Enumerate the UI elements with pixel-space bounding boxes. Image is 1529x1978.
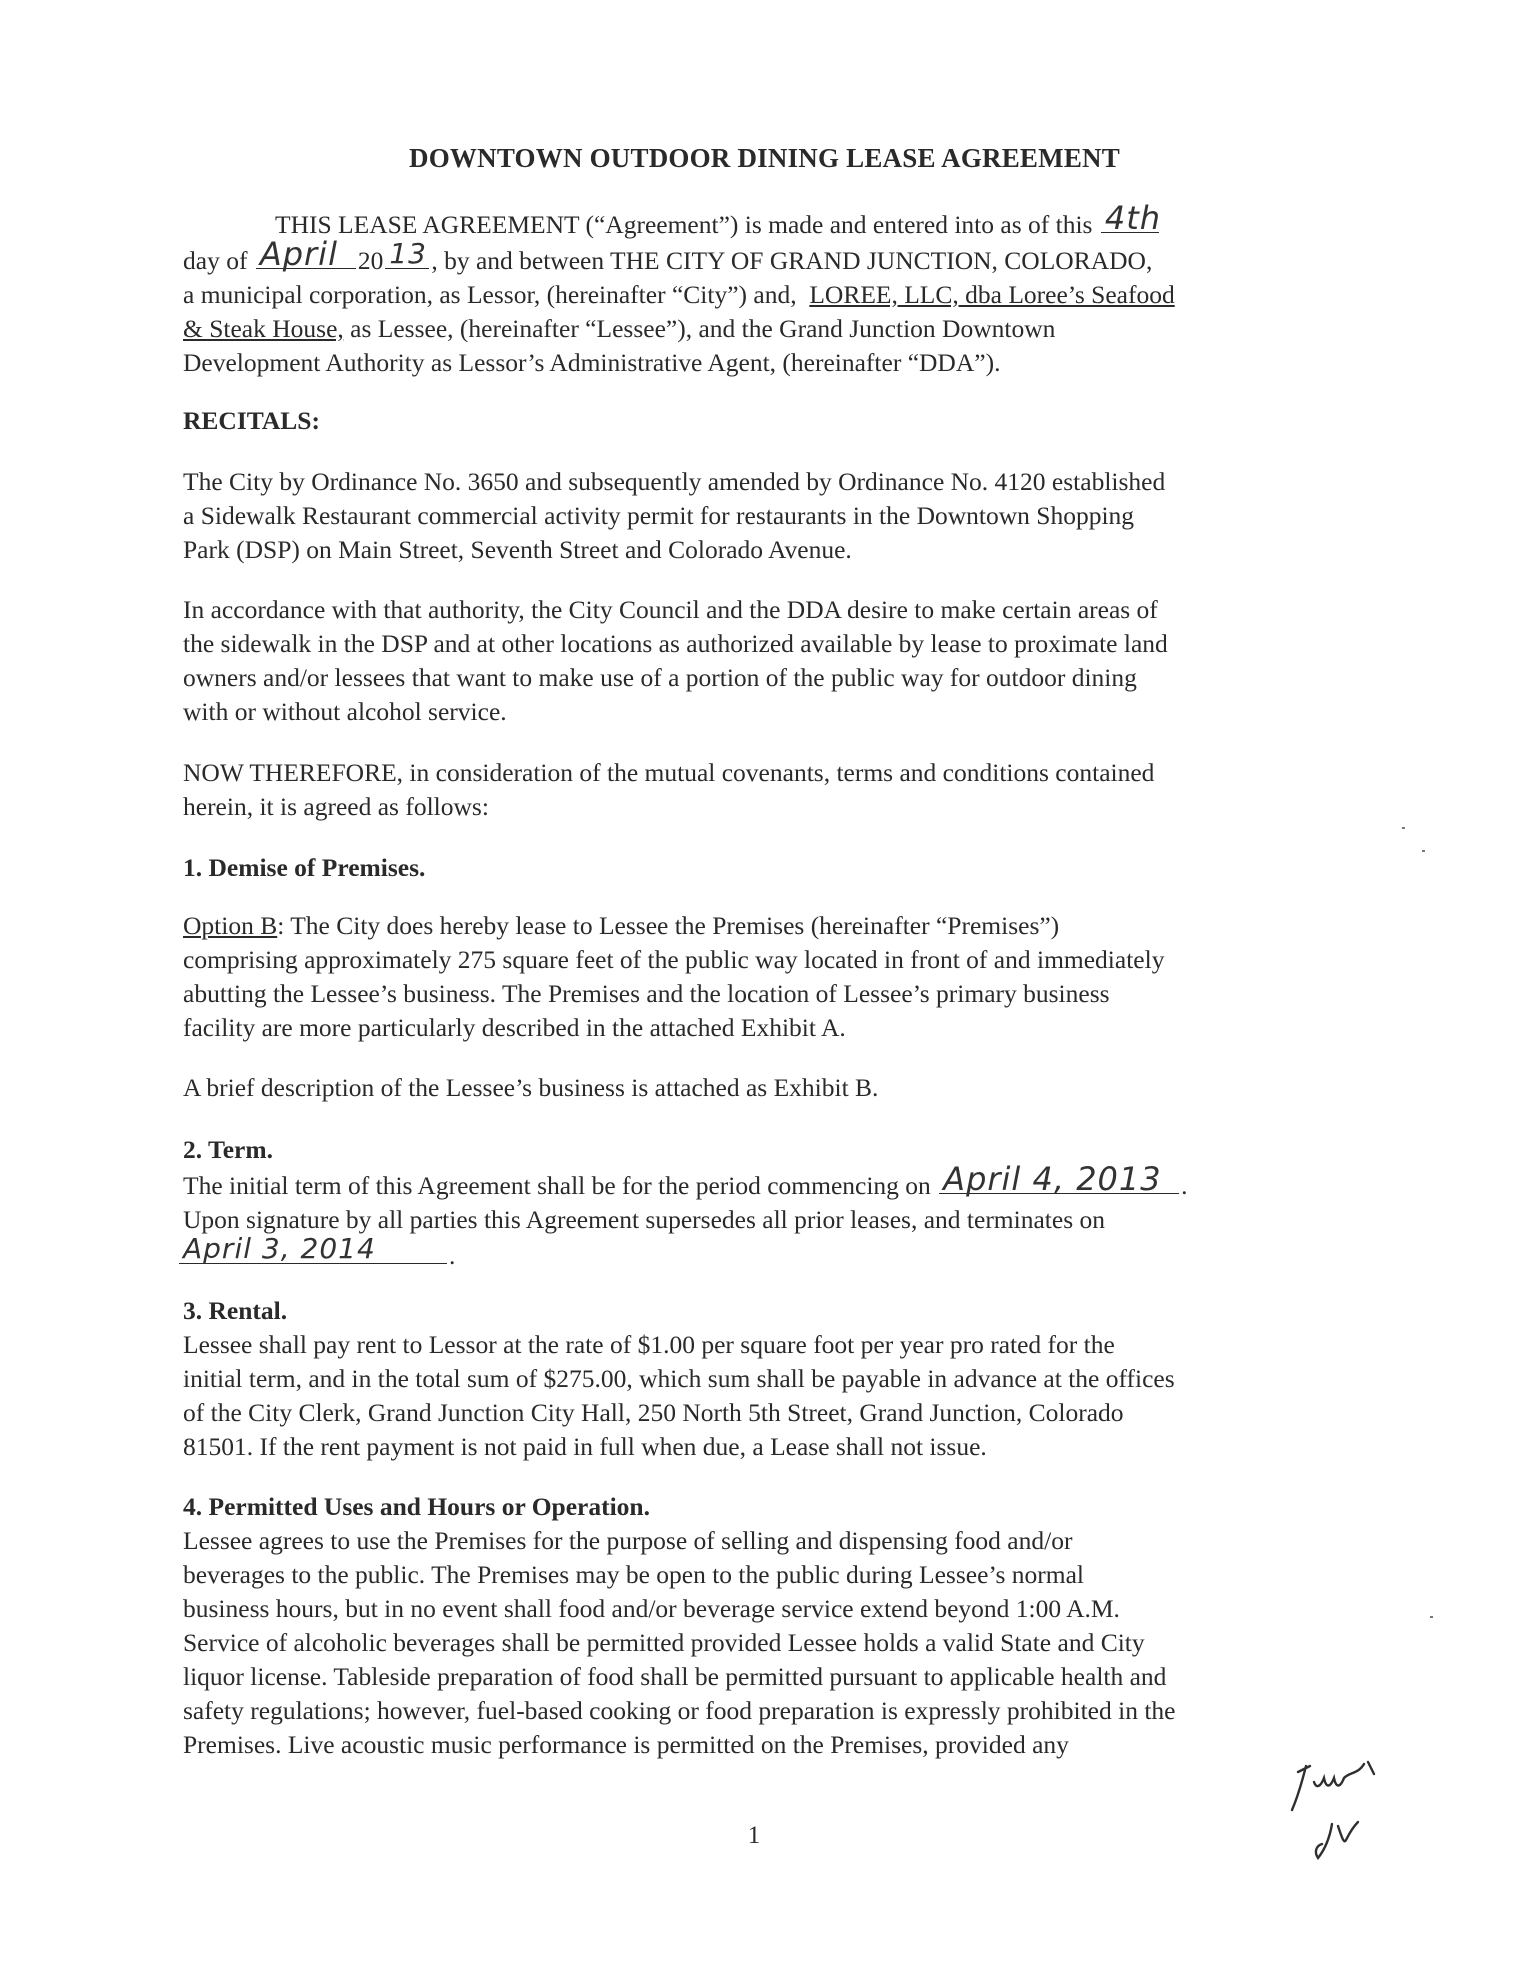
recitals-para-3: NOW THEREFORE, in consideration of the mutual covenants, terms and conditions contained herein, it is agreed as follows: [183, 758, 1155, 821]
section-1-para-1: Option B: The City does hereby lease to Lessee the Premises (hereinafter “Premises”) comprising approximately 275 square feet of the public way located in front of and immediately abutting the Lessee’s business. The Premises and the location of Lessee’s primary business facility are more particularly described in the attached Exhibit A. [183, 911, 1165, 1042]
section-2-heading: 2. Term. [183, 1135, 273, 1164]
option-label: Option B [183, 911, 278, 940]
handwritten-month: April [259, 235, 338, 273]
scan-speck [1402, 827, 1405, 829]
section-4-heading: 4. Permitted Uses and Hours or Operation. [183, 1492, 650, 1521]
page-number: 1 [747, 1822, 761, 1849]
day-blank [1101, 199, 1162, 237]
intro-paragraph [183, 199, 1363, 380]
handwritten-end-date: April 3, 2014 [183, 1232, 376, 1265]
handwritten-start-date: April 4, 2013 [943, 1160, 1162, 1198]
section-3-heading: 3. Rental. [183, 1296, 288, 1325]
scan-speck [1422, 850, 1425, 852]
handwritten-initials [1280, 1752, 1420, 1872]
intro-line-3: a municipal corporation, as Lessor, (hereinafter “City”) and, LOREE, LLC, dba Loree’s Seafood [183, 280, 1175, 309]
end-date-blank [179, 1232, 447, 1265]
lessee-name-part1: LOREE, LLC, dba Loree’s Seafood [809, 280, 1175, 309]
lessee-name-part2: & Steak House, [183, 314, 344, 343]
recitals-para-1: The City by Ordinance No. 3650 and subsequently amended by Ordinance No. 4120 established a Sidewalk Restaurant commercial activity permit for restaurants in the Downtown Shopping Park (DSP) on Main Street, Seventh Street and Colorado Avenue. [183, 467, 1166, 564]
intro-line-4: & Steak House, as Lessee, (hereinafter “Lessee”), and the Grand Junction Downtown [183, 314, 1056, 343]
intro-line-2: day of April 20 13 , by and between THE CITY OF GRAND JUNCTION, COLORADO, [183, 235, 1153, 275]
recitals-para-2: In accordance with that authority, the City Council and the DDA desire to make certain areas of the sidewalk in the DSP and at other locations as authorized available by lease to proximate land owners and/or lessees that want to make use of a portion of the public way for outdoor dining with or without alcohol service. [183, 595, 1168, 726]
recitals-heading: RECITALS: [183, 406, 320, 435]
handwritten-day: 4th [1104, 199, 1162, 237]
intro-line-5: Development Authority as Lessor’s Administrative Agent, (hereinafter “DDA”). [183, 348, 1001, 377]
start-date-blank [939, 1160, 1179, 1198]
intro-line-1: THIS LEASE AGREEMENT (“Agreement”) is made and entered into as of this 4th [275, 199, 1162, 239]
section-2: 2. Term. The initial term of this Agreement shall be for the period commencing on April 4, 2013 . Upon signature by all parties this Agreement supersedes all prior leases, and terminates on April 3, 2014 . [183, 1133, 1363, 1273]
section-4: 4. Permitted Uses and Hours or Operation. Lessee agrees to use the Premises for the purpose of selling and dispensing food and/or beverages to the public. The Premises may be open to the public during Lessee’s normal business hours, but in no event shall food and/or beverage service extend beyond 1:00 A.M. Service of alcoholic beverages shall be permitted provided Lessee holds a valid State and City liquor license. Tableside preparation of food shall be permitted pursuant to applicable health and safety regulations; however, fuel-based cooking or food preparation is expressly prohibited in the Premises. Live acoustic music performance is permitted on the Premises, provided any [183, 1490, 1363, 1762]
scan-speck [1430, 1616, 1433, 1618]
section-1-heading: 1. Demise of Premises. [183, 853, 426, 882]
document-title: DOWNTOWN OUTDOOR DINING LEASE AGREEMENT [409, 143, 1120, 173]
section-3: 3. Rental. Lessee shall pay rent to Lessor at the rate of $1.00 per square foot per year pro rated for the initial term, and in the total sum of $275.00, which sum shall be payable in advance at the offices of the City Clerk, Grand Junction City Hall, 250 North 5th Street, Grand Junction, Colorado 81501. If the rent payment is not paid in full when due, a Lease shall not issue. [183, 1294, 1363, 1464]
section-1-para-2: A brief description of the Lessee’s business is attached as Exhibit B. [183, 1073, 879, 1102]
year-blank [385, 237, 429, 270]
handwritten-year: 13 [389, 237, 427, 270]
month-blank [256, 235, 356, 273]
